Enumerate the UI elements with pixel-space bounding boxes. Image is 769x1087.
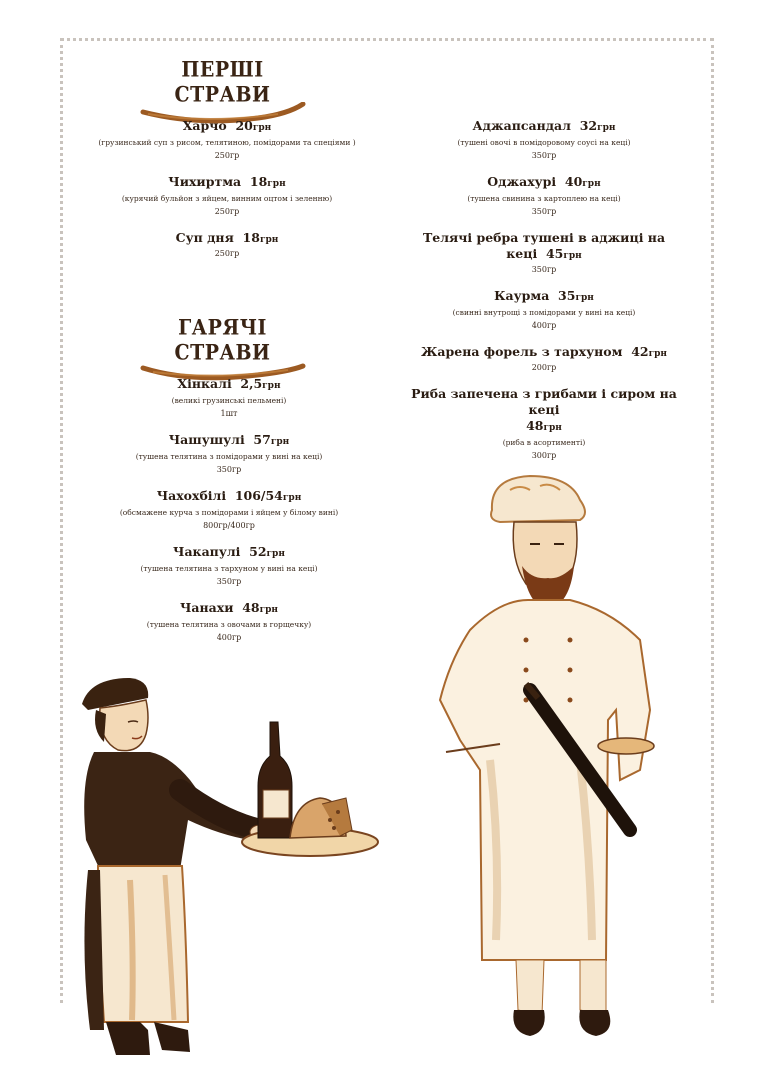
dish-price: 42 xyxy=(631,344,649,359)
dish-price: 45 xyxy=(545,246,564,261)
dish-weight: 800гр/400гр xyxy=(203,521,255,530)
dish-currency: грн xyxy=(252,123,272,133)
dish-currency: грн xyxy=(270,437,290,447)
dish-price: 48 xyxy=(242,600,260,615)
dish-weight: 400гр xyxy=(531,321,557,330)
dish-item xyxy=(96,600,362,644)
dish-description: (курячий бульйон з яйцем, винним оцтом і зеленню) xyxy=(121,194,333,203)
dish-weight: 350гр xyxy=(531,207,557,216)
dish-description: (тушена свинина з картоплею на кеці) xyxy=(467,194,621,203)
dish-price: 18 xyxy=(249,174,268,189)
dish-name: Хінкалі xyxy=(177,376,232,391)
dish-currency: грн xyxy=(597,123,616,133)
dish-price: 18 xyxy=(242,230,260,245)
dish-weight: 1шт xyxy=(220,409,238,418)
dish-weight: 300гр xyxy=(531,451,557,460)
dish-name: Чихиртма xyxy=(168,174,242,189)
dish-currency: грн xyxy=(575,293,594,303)
dish-price: 52 xyxy=(249,544,267,559)
dish-currency: грн xyxy=(267,179,286,189)
dish-weight: 250гр xyxy=(214,207,240,216)
dish-item xyxy=(88,174,366,218)
dish-weight: 350гр xyxy=(216,465,242,474)
dish-item xyxy=(398,174,690,218)
dish-name: Чахохбілі xyxy=(156,488,227,503)
dish-item xyxy=(398,344,690,374)
dish-item xyxy=(96,376,362,420)
dish-name: Каурма xyxy=(494,288,550,303)
dish-description: (тушена телятина з тархуном у вині на кеці) xyxy=(140,564,318,573)
dish-currency: грн xyxy=(648,349,667,359)
dish-weight: 350гр xyxy=(216,577,242,586)
dish-item xyxy=(398,118,690,162)
dish-name: Аджапсандал xyxy=(472,118,571,133)
section-title: ГАРЯЧІ СТРАВИ xyxy=(174,314,271,366)
dish-description: (обсмажене курча з помідорами і яйцем у білому вині) xyxy=(119,508,339,517)
dish-price: 48 xyxy=(526,418,544,433)
dish-currency: грн xyxy=(563,251,582,261)
dish-item xyxy=(88,118,366,162)
dish-weight: 350гр xyxy=(531,265,557,274)
dish-currency: грн xyxy=(259,605,279,615)
section-heading-hot-dishes xyxy=(135,314,310,382)
dish-item xyxy=(88,230,366,260)
dish-price: 32 xyxy=(579,118,598,133)
dish-currency: грн xyxy=(262,381,281,391)
dish-price: 106/54 xyxy=(234,488,283,503)
dish-name: Риба запечена з грибами і сиром на кеці xyxy=(411,386,677,417)
chef-illustration xyxy=(430,470,670,1050)
dish-name: Харчо xyxy=(182,118,227,133)
dish-item xyxy=(96,544,362,588)
dish-item xyxy=(96,488,362,532)
dish-weight: 250гр xyxy=(214,151,240,160)
dish-price: 57 xyxy=(253,432,271,447)
waiter-illustration xyxy=(70,670,380,1070)
dish-price: 20 xyxy=(235,118,253,133)
dish-description: (тушена телятина з овочами в горщечку) xyxy=(146,620,312,629)
dish-description: (тушені овочі в помідоровому соусі на кеці) xyxy=(457,138,631,147)
dish-name: Суп дня xyxy=(175,230,234,245)
dish-currency: грн xyxy=(266,549,285,559)
dish-name: Чашушулі xyxy=(168,432,245,447)
dish-name: Чанахи xyxy=(179,600,234,615)
menu-column-right xyxy=(398,118,690,474)
section-title: ПЕРШІ СТРАВИ xyxy=(174,56,271,108)
dish-price: 35 xyxy=(558,288,576,303)
dish-name: Чакапулі xyxy=(173,544,241,559)
dish-item xyxy=(398,288,690,332)
dish-weight: 400гр xyxy=(216,633,242,642)
dish-item xyxy=(96,432,362,476)
dish-currency: грн xyxy=(259,235,279,245)
dish-item xyxy=(398,230,690,276)
dish-price: 2,5 xyxy=(240,376,263,391)
dish-description: (риба в асортименті) xyxy=(502,438,586,447)
dish-description: (грузинський суп з рисом, телятиною, помідорами та спеціями ) xyxy=(98,138,356,147)
section-heading-first-courses xyxy=(135,56,310,124)
dish-currency: грн xyxy=(282,493,302,503)
dish-item xyxy=(398,386,690,462)
dish-weight: 350гр xyxy=(531,151,557,160)
dish-price: 40 xyxy=(564,174,583,189)
dish-description: (великі грузинські пельмені) xyxy=(171,396,287,405)
dish-name: Оджахурі xyxy=(487,174,557,189)
dish-description: (тушена телятина з помідорами у вині на кеці) xyxy=(135,452,323,461)
dish-description: (свинні внутрощі з помідорами у вині на кеці) xyxy=(452,308,636,317)
dish-name: Жарена форель з тархуном xyxy=(421,344,623,359)
dish-name: Телячі ребра тушені в аджиці на кеці xyxy=(422,230,666,261)
dish-currency: грн xyxy=(582,179,601,189)
dish-weight: 250гр xyxy=(214,249,240,258)
dish-currency: грн xyxy=(543,423,562,433)
dish-weight: 200гр xyxy=(531,363,557,372)
menu-column-first-courses xyxy=(88,118,366,272)
menu-column-hot-dishes xyxy=(96,376,362,656)
